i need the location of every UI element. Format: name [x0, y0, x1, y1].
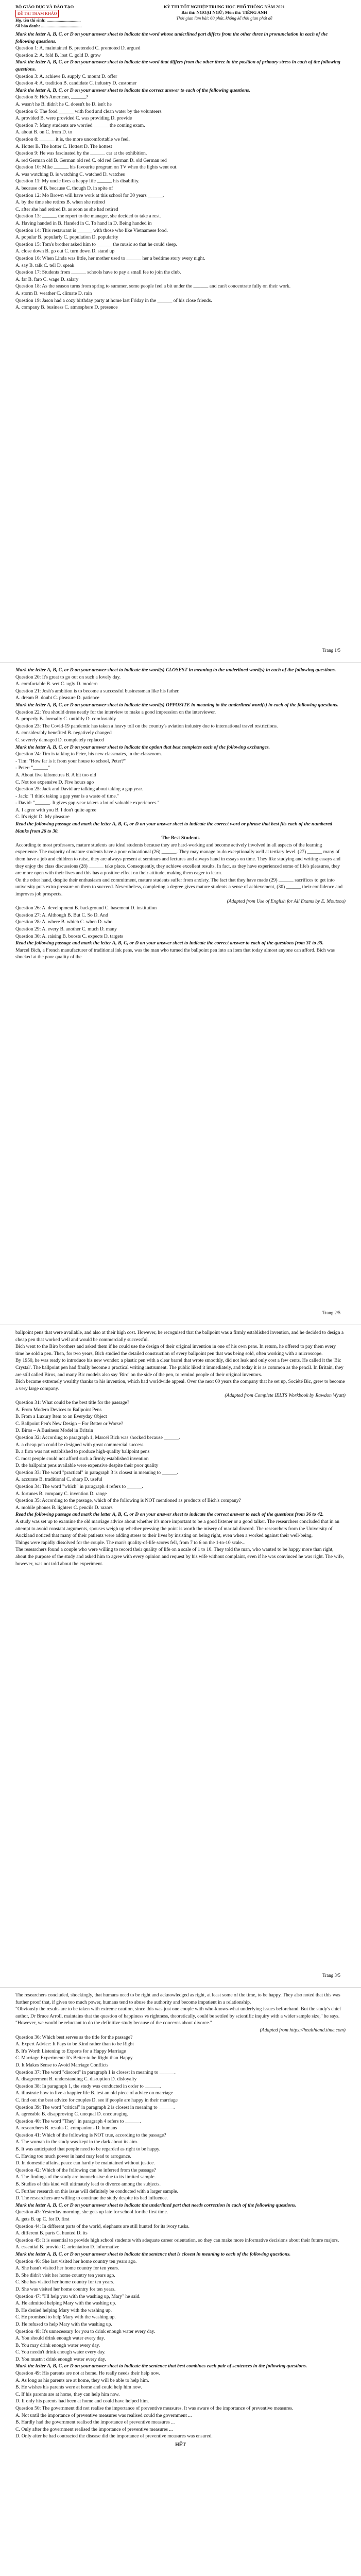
question: Question 2: A. fold B. lost C. gold D. grow [15, 52, 101, 58]
page-number: Trang 2/5 [322, 1310, 340, 1315]
answer-options: A. red German old B. German old red C. old red German D. old German red [15, 157, 167, 163]
answer-option: C. Having too much power in hand may lead to arrogance. [15, 2153, 131, 2159]
answer-option: B. It's Worth Listening to Experts for a Happy Marriage [15, 2048, 126, 2054]
answer-options: A. About five kilometres B. A bit too old [15, 772, 96, 778]
instruction: Read the following passage and mark the letter A, B, C, or D on your answer sheet to indicate the correct answer to each of the questions from 31 to 35. [15, 940, 324, 946]
instruction: Mark the letter A, B, C, or D on your answer sheet to indicate the word(s) CLOSEST in meaning to the underlined word(s) in each of the following questions. [15, 667, 336, 673]
instruction: Read the following passage and mark the letter A, B, C, or D on your answer sheet to indicate the correct answer to each of the questions from 36 to 42. [15, 1512, 324, 1518]
page-4-content [15, 1992, 346, 2448]
answer-option: A. The woman in the study was kept in the dark about its aim. [15, 2139, 139, 2145]
answer-option: D. In domestic affairs, peace can hardly be maintained without justice. [15, 2160, 155, 2166]
answer-options: A. different B. parts C. hunted D. its [15, 2230, 88, 2236]
question: Question 44: In different parts of the world, elephants are still hunted for its ivory tusks. [15, 2223, 190, 2229]
page-3 [0, 1325, 361, 1988]
page-3-content [15, 1329, 346, 1567]
answer-options: Question 27: A. Although B. But C. So D. And [15, 912, 108, 918]
passage-paragraph: "Obviously the results are to be taken with extreme caution, since this was just one couple with who-knows-what underlying issues beforehand. But the study's chief author, Dr Bruce Arroll, maintains that the question of happiness vs rightness, theoretically, could be settled by scientific inquiry with a wider sample size," he says. "However, we would be reluctant to do the definitive study because of the concerns about divorce." [15, 2006, 341, 2026]
instruction: Mark the letter A, B, C, or D on your answer sheet to indicate the underlined part that needs correction in each of the following questions. [15, 2202, 297, 2208]
answer-options: A. gets B. up C. for D. first [15, 2216, 70, 2222]
question: Question 10: Mike ______ his favourite program on TV when the lights went out. [15, 164, 178, 171]
question: Question 17: Students from ______ schools have to pay a small fee to join the club. [15, 269, 181, 276]
answer-option: B. From a Luxury Item to an Everyday Object [15, 1414, 107, 1420]
answer-option: C. Marriage Experiment: It's Better to be Right than Happy [15, 2055, 133, 2061]
passage-paragraph: Bich became extremely wealthy thanks to his invention, which had worldwide appeal. Over the next 60 years the company that he set up, Société Bic, grew to become a very large company. [15, 1379, 345, 1392]
exam-subject: Bài thi: NGOẠI NGỮ; Môn thi: TIẾNG ANH [181, 10, 267, 15]
instruction: Mark the letter A, B, C, or D on your answer sheet to indicate the option that best completes each of the following exchanges. [15, 744, 270, 750]
question: Question 11: My uncle lives a happy life ______ his disability. [15, 178, 140, 184]
passage-paragraph: A study was set up to examine the old marriage advice about whether it's more important to be a good listener or a good talker. The researchers concluded that in an attempt to avoid constant arguments, spouses weigh up whether pressing the point is worth the misery of marital discord. The researchers from the University of Auckland noticed that many of their patients were adding stress to their lives by insisting on being right, even when a worked against their well-being. [15, 1519, 339, 1539]
answer-option: D. The researchers are willing to continue the study despite its bad influence. [15, 2195, 168, 2201]
official-stamp: ĐỀ THI THAM KHẢO [15, 10, 59, 18]
answer-options: A. by the time she retires B. when she retired [15, 199, 105, 206]
question: Question 42: Which of the following can be inferred from the passage? [15, 2167, 156, 2173]
answer-option: A. As long as his parents are at home, they will be able to help him. [15, 2377, 149, 2383]
end-marker: HẾT [175, 2442, 186, 2448]
question: Question 38: In paragraph 1, the study was conducted in order to ______. [15, 2083, 161, 2089]
question: Question 43: Yesterday morning, she gets up late for school for the first time. [15, 2209, 168, 2215]
answer-option: A. He admitted helping Mary with the washing up. [15, 2300, 116, 2307]
page-1-content [15, 31, 346, 311]
question: Question 47: "I'll help you with the washing up, Mary" he said. [15, 2293, 141, 2299]
dialogue-line: - Peter: "______" [15, 765, 50, 771]
passage-source: (Adapted from Complete IELTS Workbook by Rawdon Wyatt) [225, 1393, 346, 1399]
answer-options: A. comfortable B. wet C. ugly D. modern [15, 681, 98, 687]
answer-option: A. Expert Advice: It Pays to be Kind rather than to be Right [15, 2041, 134, 2047]
answer-options: A. far B. faro C. wage D. salary [15, 276, 79, 282]
answer-option: B. Hardly had the government realised the importance of preventive measures ... [15, 2419, 175, 2426]
question: Question 8: ______ it is, the more uncomfortable we feel. [15, 136, 130, 142]
answer-option: A. She hasn't visited her home country for ten years. [15, 2265, 119, 2272]
answer-options: A. popular B. popularly C. population D. popularity [15, 234, 118, 241]
answer-option: D. It Makes Sense to Avoid Marriage Conflicts [15, 2062, 109, 2068]
answer-option: D. the ballpoint pens available were expensive despite their poor quality [15, 1463, 159, 1469]
answer-options: A. provided B. were provided C. was providing D. provide [15, 115, 132, 122]
dialogue-line: - Tim: "How far is it from your house to school, Peter?" [15, 758, 126, 764]
answer-options: A. about B. on C. from D. to [15, 129, 73, 135]
answer-option: B. He wishes his parents were at home and could help him now. [15, 2384, 142, 2391]
answer-options: C. It's right D. My pleasure [15, 814, 70, 820]
passage-paragraph: The researchers found a couple who were willing to record their quality of life on a scale of 1 to 10. They told the man, who wanted to be happy more than right, about the purpose of the study and asked him to agree with every opinion and request by his wife without complaint, even if he was convinced he was right. The wife, however, was not told about the experiment. [15, 1547, 344, 1567]
exam-duration: Thời gian làm bài: 60 phút, không kể thời gian phát đề [176, 15, 272, 21]
answer-options: A. dream B. doubt C. pleasure D. patience [15, 695, 99, 701]
instruction: Mark the letter A, B, C, or D on your answer sheet to indicate the sentence that is closest in meaning to each of the following questions. [15, 2251, 291, 2257]
page-1 [0, 0, 361, 663]
page-2-content [15, 667, 346, 961]
answer-option: B. It was anticipated that people need to be regarded as right to be happy. [15, 2146, 161, 2153]
instruction: Mark the letter A, B, C, or D on your answer sheet to indicate the word that differs from the other three in the position of primary stress in each of the following questions. [15, 59, 340, 72]
question: Question 46: She last visited her home country ten years ago. [15, 2258, 137, 2264]
answer-options: C. after she had retired D. as soon as she had retired [15, 206, 118, 212]
answer-options: C. Not too expensive D. Five hours ago [15, 779, 94, 785]
question: Question 41: Which of the following is NOT true, according to the passage? [15, 2132, 166, 2138]
passage-source: (Adapted from https://healthland.time.com) [260, 2027, 346, 2033]
answer-options: C. find out the best advice for couples D. see if people are happy in their marriage [15, 2097, 178, 2103]
answer-option: A. The findings of the study are inconclusive due to its limited sample. [15, 2174, 156, 2180]
question: Question 32: According to paragraph 1, Marcel Bich was shocked because ______. [15, 1434, 180, 1440]
passage-paragraph: Things were rapidly dissolved for the couple. The man's quality-of-life scores fell, from 7 to 6 on the 1-to-10 scale... [15, 1539, 246, 1546]
page-2 [0, 663, 361, 1325]
question: Question 16: When Linda was little, her mother used to ______ her a bedtime story every night. [15, 256, 205, 261]
answer-options: A. properly B. formally C. untidily D. comfortably [15, 716, 116, 722]
question: Question 19: Jason had a cozy birthday party at home last Friday in the ______ of his close friends. [15, 297, 212, 303]
question: Question 34: The word "which" in paragraph 4 refers to ______. [15, 1484, 143, 1490]
answer-options: A. illustrate how to live a happier life B. test an old piece of advice on marriage [15, 2090, 173, 2096]
question: Question 25: Jack and David are talking about taking a gap year. [15, 786, 143, 792]
question: Question 40: The word "They" in paragraph 4 refers to ______. [15, 2118, 141, 2124]
question: Question 24: Tim is talking to Peter, his new classmates, in the classroom. [15, 751, 162, 757]
answer-option: A. You should drink enough water every day. [15, 2335, 105, 2342]
passage-paragraph: On the other hand, despite their enthusiasm and commitment, mature students suffer from anxiety. The fact that they have made (29) ______ sacrifices to get into university puts extra pressure on them to succeed. Nevertheless, completing a degree gives mature students a sense of achievement, (30) ______ their confidence and improves job prospects. [15, 877, 343, 897]
question: Question 39: The word "critical" in paragraph 2 is closest in meaning to ______. [15, 2104, 175, 2110]
answer-option: C. most people could not afford such a firmly established invention [15, 1455, 149, 1462]
answer-options: A. because of B. because C. though D. in spite of [15, 185, 113, 192]
candidate-name-line: Họ, tên thí sinh: ............................... [15, 18, 81, 23]
question: Question 5: He's American, ______? [15, 94, 89, 100]
answer-options: A. considerably benefited B. negatively changed [15, 730, 112, 736]
question: Question 48: It's unnecessary for you to drink enough water every day. [15, 2328, 156, 2334]
question: Question 9: He was fascinated by the ______ car at the exhibition. [15, 150, 147, 157]
question: Question 36: Which best serves as the title for the passage? [15, 2034, 133, 2040]
answer-options: C. severely damaged D. completely replaced [15, 737, 104, 743]
answer-option: C. He promised to help Mary with the washing up. [15, 2314, 116, 2320]
answer-options: Question 30: A. raising B. boosts C. expects D. targets [15, 933, 124, 939]
answer-options: A. agreeable B. disapproving C. unequal D. encouraging [15, 2111, 128, 2117]
answer-options: Question 29: A. every B. another C. much D. many [15, 926, 117, 932]
question: Question 45: It is essential to provide high school students with adequate career orientation, so they can make more informative decisions about their future majors. [15, 2237, 339, 2243]
answer-options: A. say B. talk C. tell D. speak [15, 262, 75, 268]
answer-options: A. fortunes B. company C. invention D. range [15, 1490, 107, 1497]
answer-options: A. disagreement B. understanding C. disruption D. disloyalty [15, 2076, 137, 2082]
answer-option: D. She was visited her home country for ten years. [15, 2286, 116, 2292]
ministry-block [15, 4, 103, 29]
answer-options: A. wasn't he B. didn't he C. doesn't he D. isn't he [15, 101, 112, 107]
dialogue-line: - Jack: "I think taking a gap year is a waste of time." [15, 793, 119, 799]
question: Question 31: What could be the best title for the passage? [15, 1399, 129, 1405]
answer-options: A. close down B. go out C. turn down D. stand up [15, 248, 115, 255]
passage-paragraph: ballpoint pens that were available, and also at their high cost. However, he recognised that the ballpoint was a firmly established invention, and he decided to design a cheap pen that worked well and would be commercially successful. [15, 1330, 344, 1343]
question: Question 50: The government did not realise the importance of preventive measures. It was aware of the importance of preventive measures. [15, 2405, 294, 2412]
answer-options: A. essential B. provide C. orientation D. informative [15, 2244, 119, 2250]
answer-option: D. Only after he had contracted the disease did the importance of preventive measures was ensured. [15, 2433, 213, 2439]
passage-source: (Adapted from Use of English for All Exams by E. Moutsou) [227, 898, 346, 904]
answer-option: C. She has visited her home country for ten years. [15, 2279, 114, 2285]
question: Question 3: A. achieve B. supply C. mount D. offer [15, 73, 117, 79]
page-number: Trang 3/5 [322, 1973, 340, 1978]
dialogue-line: - David: "______. It gives gap-year takers a lot of valuable experiences." [15, 800, 160, 806]
instruction: Mark the letter A, B, C, or D on your answer sheet to indicate the word(s) OPPOSITE in meaning to the underlined word(s) in each of the following questions. [15, 702, 339, 708]
answer-options: A. storm B. weather C. climate D. rain [15, 290, 92, 296]
answer-option: B. He denied helping Mary with the washing up. [15, 2307, 112, 2313]
exam-title: KỲ THI TỐT NGHIỆP TRUNG HỌC PHỔ THÔNG NĂM 2021 [163, 4, 285, 9]
answer-option: A. From Modern Devices to Ballpoint Pens [15, 1406, 102, 1413]
passage-paragraph: Bich went to the Biro brothers and asked them if he could use the design of their original invention in one of his own pens. In return, he offered to pay them every time he sold a pen. Then, for two years, Bich studied the detailed construction of every ballpoint pen that was being sold, often working with a microscope. [15, 1344, 336, 1357]
question: Question 37: The word "discord" in paragraph 1 is closest in meaning to ______. [15, 2069, 176, 2075]
question: Question 14: This restaurant is ______ with those who like Vietnamese food. [15, 227, 168, 233]
answer-options: Question 26: A. development B. background C. basement D. institution [15, 905, 157, 911]
passage-title: The Best Students [161, 835, 200, 841]
question: Question 12: Mo Brown will have work at this school for 30 years ______. [15, 192, 164, 198]
answer-options: A. company B. business C. atmosphere D. presence [15, 304, 118, 311]
passage-paragraph: By 1950, he was ready to introduce his new wonder: a plastic pen with a clear barrel that wrote smoothly, did not leak and only cost a few cents. He called it the 'Bic Crystal'. The ballpoint pen had finally become a practical writing instrument. The public liked it immediately, and today it is as common as the pencil. In Britain, they are still called Biros, and many Bic models also say 'Biro' on the side of the pen, to remind people of their original inventors. [15, 1358, 343, 1378]
question: Question 4: A. tradition B. candidate C. industry D. customer [15, 80, 137, 87]
question: Question 49: His parents are not at home. He really needs their help now. [15, 2370, 160, 2377]
exam-title-block [103, 4, 346, 21]
instruction: Mark the letter A, B, C, or D on your answer sheet to indicate the sentence that best combines each pair of sentences in the following questions. [15, 2363, 307, 2369]
answer-options: A. was watching B. is watching C. watched D. watches [15, 171, 125, 177]
answer-options: Question 28: A. where B. which C. when D. who [15, 919, 113, 925]
answer-options: A. mobile phones B. lighters C. pencils D. razors [15, 1504, 113, 1511]
answer-options: A. accurate B. traditional C. sharp D. useful [15, 1477, 102, 1483]
answer-option: B. You may drink enough water every day. [15, 2342, 100, 2348]
question: Question 35: According to the passage, which of the following is NOT mentioned as products of Bich's company? [15, 1498, 241, 1504]
instruction: Mark the letter A, B, C, or D on your answer sheet to indicate the correct answer to each of the following questions. [15, 87, 250, 93]
candidate-number-line: Số báo danh: ..................................... [15, 23, 82, 28]
answer-option: D. You mustn't drink enough water every day. [15, 2356, 106, 2362]
passage-paragraph: Marcel Bich, a French manufacturer of traditional ink pens, was the man who turned the ballpoint pen into an item that today almost anyone can afford. Bich was shocked at the poor quality of the [15, 947, 335, 960]
page-number: Trang 1/5 [322, 648, 340, 653]
answer-option: C. Ballpoint Pen's New Design – For Better or Worse? [15, 1420, 124, 1427]
question: Question 18: As the season turns from spring to summer, some people feel a bit under the ______ and can't concentrate fully on their work. [15, 283, 291, 290]
exam-header [15, 4, 346, 29]
answer-options: A. I agree with you B. I don't quite agree [15, 807, 97, 813]
passage-paragraph: According to most professors, mature students are ideal students because they are hard-working and become actively involved in all aspects of the learning experience. The majority of mature students have a poor educational (26) ______. They may manage to do exceptionally well at tertiary level. (27) ______ many of them have a job and children to raise, they are always present at seminars and lectures and always hand in essays on time. They like studying and writing essays and they enjoy the class discussions (28) ______ take place. Consequently, they achieve excellent results. In fact, as they have experienced some of life's pleasures, they are more open with their lives and this has a positive effect on their attitude, making them eager to learn. [15, 842, 340, 876]
question: Question 23: The Covid-19 pandemic has taken a heavy toll on the country's aviation industry due to international travel restrictions. [15, 723, 278, 729]
question: Question 15: Tom's brother asked him to ______ the music so that he could sleep. [15, 241, 177, 247]
answer-options: A. Hotter B. The hotter C. Hottest D. The hottest [15, 143, 112, 149]
answer-option: B. She didn't visit her home country ten years ago. [15, 2272, 115, 2278]
answer-option: D. He refused to help Mary with the washing up. [15, 2321, 112, 2327]
answer-option: C. You needn't drink enough water every day. [15, 2349, 106, 2355]
question: Question 13: ______ the report to the manager, she decided to take a rest. [15, 213, 161, 219]
page-4 [0, 1988, 361, 2576]
passage-paragraph: The researchers concluded, shockingly, that humans need to be right and acknowledged as right, at least some of the time, to be happy. They also noted that this was further proof that, if given too much power, humans tend to abuse the authority and become impatient in a relationship. [15, 1992, 340, 2005]
answer-option: C. Further research on this issue will definitely be conducted with a larger sample. [15, 2188, 179, 2194]
question: Question 7: Many students are worried ______ the coming exam. [15, 122, 145, 128]
answer-option: A. a cheap pen could be designed with great commercial success [15, 1442, 144, 1448]
instruction: Mark the letter A, B, C, or D on your answer sheet to indicate the word whose underlined part differs from the other three in pronunciation in each of the following questions. [15, 31, 328, 44]
question: Question 1: A. maintained B. pretended C. promoted D. argued [15, 45, 141, 52]
answer-option: B. a firm was not established to produce high-quality ballpoint pens [15, 1449, 150, 1455]
answer-options: A. Having handed in B. Handed in C. To hand in D. Being handed in [15, 221, 152, 227]
question: Question 6: The food ______ with food and clean water by the volunteers. [15, 108, 163, 114]
answer-option: C. If his parents are at home, they can help him now. [15, 2391, 120, 2397]
question: Question 20: It's great to go out on such a lovely day. [15, 674, 121, 680]
question: Question 22: You should dress neatly for the interview to make a good impression on the interviewer. [15, 709, 216, 715]
question: Question 21: Josh's ambition is to become a successful businessman like his father. [15, 688, 180, 694]
question: Question 33: The word "practical" in paragraph 3 is closest in meaning to ______. [15, 1469, 178, 1476]
instruction: Read the following passage and mark the letter A, B, C, or D on your answer sheet to indicate the correct word or phrase that best fits each of the numbered blanks from 26 to 30. [15, 821, 333, 834]
answer-option: C. Only after the government realised the importance of preventive measures ... [15, 2426, 173, 2432]
ministry-name: BỘ GIÁO DỤC VÀ ĐÀO TẠO [15, 4, 74, 9]
answer-options: A. researchers B. results C. companions D. humans [15, 2125, 117, 2131]
answer-option: A. Not until the importance of preventive measures was realised could the government ... [15, 2412, 192, 2418]
answer-option: D. If only his parents had been at home and could have helped him. [15, 2398, 149, 2404]
answer-option: D. Biros – A Business Model in Britain [15, 1428, 93, 1434]
answer-option: B. Studies of this kind will ultimately lead to divorce among the subjects. [15, 2181, 161, 2188]
